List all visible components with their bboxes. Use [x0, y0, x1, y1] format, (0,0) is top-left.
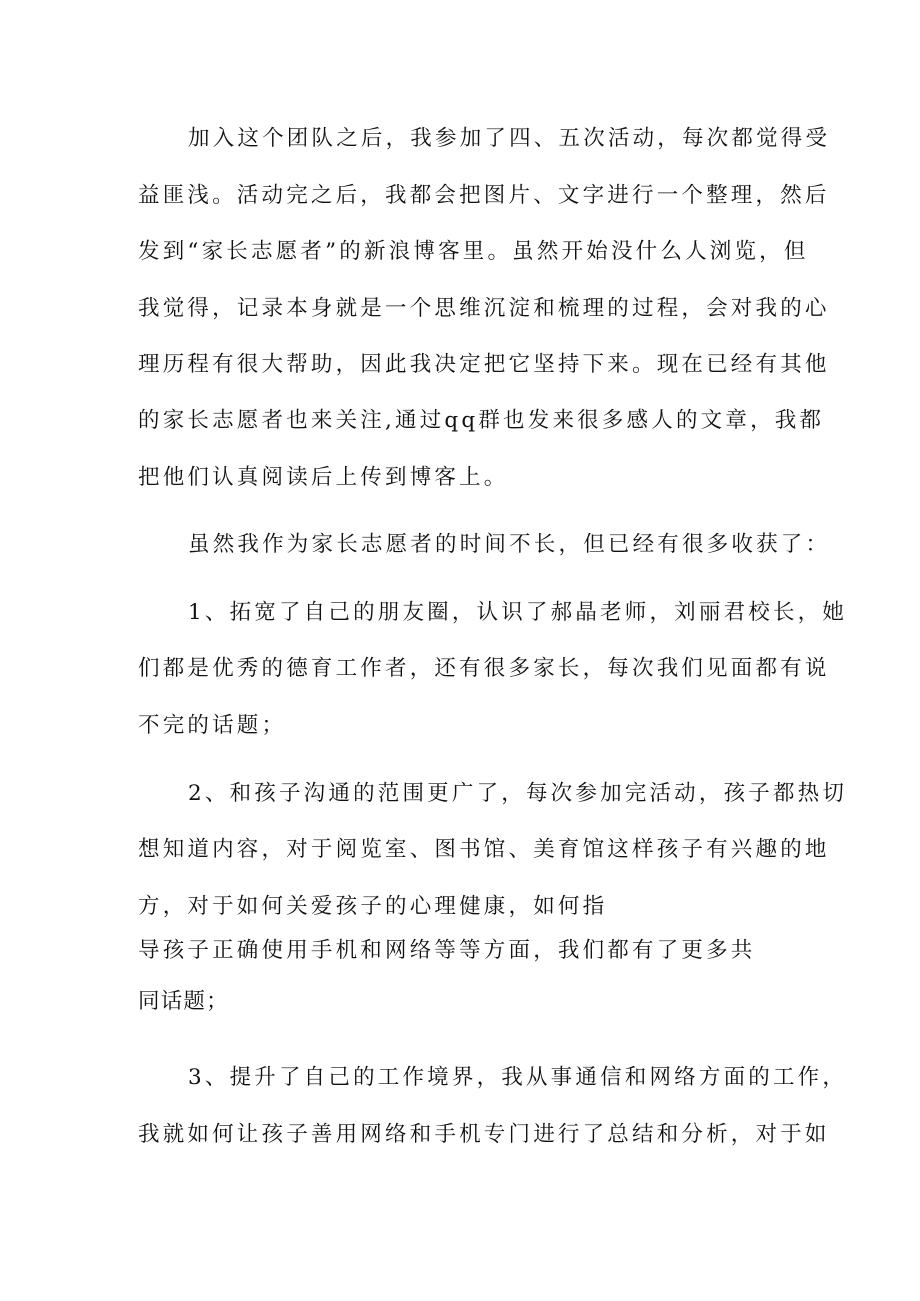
paragraph-4-line-2: 想知道内容，对于阅览室、图书馆、美育馆这样孩子有兴趣的地 [138, 837, 830, 862]
paragraph-5-line-1: 3、提升了自己的工作境界，我从事通信和网络方面的工作， [188, 1065, 848, 1090]
paragraph-3-line-1: 1、拓宽了自己的朋友圈，认识了郝晶老师，刘丽君校长，她 [188, 600, 848, 625]
paragraph-1-line-4: 我觉得，记录本身就是一个思维沉淀和梳理的过程，会对我的心 [138, 296, 830, 321]
paragraph-1-line-2: 益匪浅。活动完之后，我都会把图片、文字进行一个整理，然后 [138, 183, 830, 208]
paragraph-4-line-4: 导孩子正确使用手机和网络等等方面，我们都有了更多共 [138, 938, 756, 963]
paragraph-1-line-3: 发到“家长志愿者”的新浪博客里。虽然开始没什么人浏览，但 [138, 239, 809, 264]
paragraph-1-line-5: 理历程有很大帮助，因此我决定把它坚持下来。现在已经有其他 [138, 352, 830, 377]
paragraph-1-line-6: 的家长志愿者也来关注,通过qq群也发来很多感人的文章，我都 [138, 408, 825, 433]
paragraph-3-line-3: 不完的话题； [138, 713, 287, 738]
paragraph-1-line-7: 把他们认真阅读后上传到博客上。 [138, 465, 509, 490]
paragraph-2-line-1: 虽然我作为家长志愿者的时间不长，但已经有很多收获了： [188, 532, 831, 557]
paragraph-4-line-3: 方，对于如何关爱孩子的心理健康，如何指 [138, 894, 608, 919]
paragraph-3-line-2: 们都是优秀的德育工作者，还有很多家长，每次我们见面都有说 [138, 656, 830, 681]
paragraph-1-line-1: 加入这个团队之后，我参加了四、五次活动，每次都觉得受 [188, 126, 831, 151]
paragraph-4-line-1: 2、和孩子沟通的范围更广了，每次参加完活动，孩子都热切 [188, 781, 848, 806]
paragraph-4-line-5: 同话题； [138, 989, 229, 1014]
paragraph-5-line-2: 我就如何让孩子善用网络和手机专门进行了总结和分析，对于如 [138, 1122, 830, 1147]
